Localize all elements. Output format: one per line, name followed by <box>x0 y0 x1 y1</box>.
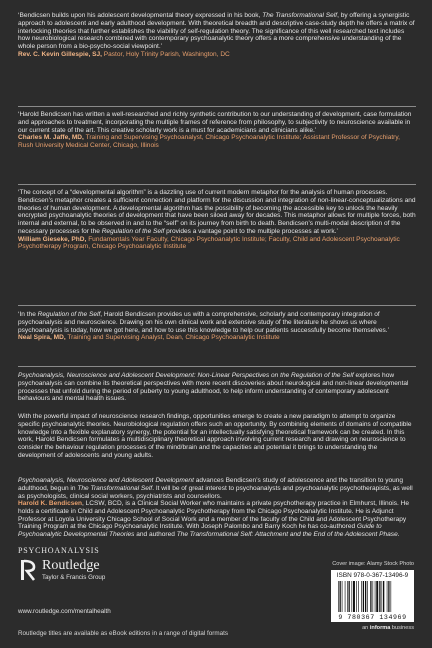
barcode-bar <box>367 581 368 612</box>
barcode-bar <box>379 581 380 612</box>
subject-category: PSYCHOANALYSIS <box>18 546 100 555</box>
barcode-bar <box>375 581 376 612</box>
barcode <box>331 570 414 622</box>
barcode-bar <box>352 581 353 612</box>
description-text: explores how psychoanalysis can combine its theoretical perspectives with more recent discoveries about neurological and non-linear developmental processes that unfold during the period of puberty to young adulthood, to help inform understanding of contemporary adolescent behaviours and mental health issues. <box>18 372 409 403</box>
endorsement-2 <box>18 111 416 150</box>
barcode-bar <box>340 581 341 612</box>
quote-book-title: Regulation of the Self <box>37 311 101 318</box>
description-text: advances Bendicsen’s study of adolescence and the transition to young adulthood, begun in <box>18 477 404 492</box>
description-paragraph-3 <box>18 477 416 500</box>
barcode-bar <box>373 581 374 612</box>
endorser-role: Fundamentals Year Faculty, Chicago Psychoanalytic Institute; Faculty, Child and Adolescent Psychoanalytic Psychotherapy Program, Chicago Psychoanalytic Institute <box>18 235 400 251</box>
book-title: Guide to Psychoanalytic Developmental Theories <box>18 523 382 538</box>
informa-tagline <box>362 625 414 631</box>
barcode-bar <box>345 581 346 612</box>
barcode-bar <box>391 581 392 612</box>
barcode-bar <box>356 581 357 612</box>
description-text: . It will be of great interest to psychoanalysts and psychoanalytic psychotherapists, as well as psychologists, clinical social workers, psychiatrists and counsellors. <box>18 484 413 500</box>
barcode-bar <box>347 581 348 612</box>
publisher-name: Routledge <box>42 558 100 573</box>
book-title: The Transformational Self: Attachment and the End of the Adolescent Phase <box>176 531 398 538</box>
endorsement-attribution <box>18 51 416 59</box>
barcode-bar <box>388 581 389 612</box>
publisher-logo <box>18 559 105 581</box>
book-title: The Transformational Self <box>77 484 153 492</box>
quote-text: , by offering a synergistic approach to adolescent and early adulthood development. With theoretical breadth and descriptive case-study depth he offers a matrix of interlocking theories that further establishes the viability of self-regulation theory. The significance of this well researched text includes how neurobiological research combined with contemporary psychoanalytic theory offers a more comprehensive understanding of the whole person from a bio-psycho-social viewpoint.’ <box>18 12 415 50</box>
barcode-bar <box>382 581 383 612</box>
tagline-text: business <box>390 625 414 631</box>
tagline-text: an <box>362 625 370 631</box>
divider <box>18 184 416 185</box>
quote-text: , Harold Bendicsen provides us with a comprehensive, scholarly and contemporary integration of psychoanalysis and neuroscience. Drawing on his own clinical work and extensive study of the literature he shows us where psychoanalysis is today, how we got here, and how to use this knowledge to help our patients successfully become themselves.’ <box>18 311 390 334</box>
endorser-name: William Gieseke, PhD, <box>18 235 87 243</box>
quote-text: ‘In the <box>18 311 38 318</box>
quote-text: ‘The concept of a “developmental algorithm” is a dazzling use of current modern metaphor for the analysis of human processes. Bendicsen’s metaphor creates a sufficient connection and platform for the discussion and integration of non-linear-conceptualizations and theories of human development. A developmental algorithm has the possibility of becoming the accessible key to unlock the heavily encrypted psychoanalytic theories of development that have been siloed away for decades. This metaphor allows for multiple forces, both internal and external, to be observed in and to the “self” on its journey from birth to death. Bendicsen’s multi-modal description of the necessary processes for the <box>18 189 416 235</box>
endorser-name: Charles M. Jaffe, MD, <box>18 134 84 142</box>
barcode-bar <box>376 581 378 612</box>
divider <box>18 366 416 367</box>
book-title: Psychoanalysis, Neuroscience and Adolescent Development: Non-Linear Perspectives on the Regulation of the Self <box>18 372 354 379</box>
barcode-bar <box>365 581 366 612</box>
endorser-name: Rev. C. Kevin Gillespie, SJ, <box>18 50 102 58</box>
cover-credit: Cover image: Alamy Stock Photo <box>332 561 414 567</box>
barcode-bar <box>363 581 364 612</box>
endorser-role: Training and Supervising Analyst, Dean, Chicago Psychoanalytic Institute <box>67 334 280 342</box>
endorsement-quote <box>18 311 416 334</box>
barcode-number: 9 780367 134969 <box>338 614 407 621</box>
endorsement-3 <box>18 189 416 251</box>
author-bio <box>18 500 416 539</box>
endorsement-4 <box>18 311 416 342</box>
endorsement-attribution <box>18 134 416 150</box>
divider <box>18 305 416 306</box>
author-bio-text: , LCSW, BCD, is a Clinical Social Worker who maintains a private psychotherapy practice in Elmhurst, Illinois. He holds a certificate in Child and Adolescent Psychoanalytic Psychotherapy from the Chicago Psychoanalytic Institute. He is Adjunct Professor at Loyola University Chicago School of Social Work and a member of the faculty of the Child and Adolescent Psychotherapy Training Program at the Chicago Psychoanalytic Institute. With Joseph Palombo and Barry Koch he has co-authored <box>18 500 410 531</box>
author-bio-text: and authored <box>134 531 177 538</box>
endorsement-attribution <box>18 236 416 252</box>
endorser-name: Neal Spira, MD, <box>18 334 66 342</box>
barcode-bar <box>342 581 343 612</box>
barcode-bar <box>358 581 359 612</box>
barcode-bar <box>353 581 355 612</box>
endorser-role: Pastor, Holy Trinity Parish, Washington, DC <box>103 50 230 58</box>
barcode-bar <box>338 581 339 612</box>
quote-book-title: The Transformational Self <box>262 12 338 19</box>
barcode-bar <box>361 581 362 612</box>
description-paragraph-2 <box>18 413 416 460</box>
endorser-role: Training and Supervising Psychoanalyst, Chicago Psychoanalytic Institute; Assistant Professor of Psychiatry, Rush University Medical Center, Chicago, Illinois <box>18 134 400 149</box>
barcode-bar <box>383 581 384 612</box>
quote-text: provides a vantage point to the multiple processes at work.’ <box>164 227 338 235</box>
book-title: Psychoanalysis, Neuroscience and Adolescent Development <box>18 477 194 484</box>
routledge-logo-icon <box>18 559 38 581</box>
publisher-url[interactable]: www.routledge.com/mentalhealth <box>18 608 111 615</box>
publisher-group: Taylor & Francis Group <box>42 574 106 581</box>
endorsement-quote <box>18 189 416 236</box>
description-text: With the powerful impact of neuroscience research findings, opportunities emerge to create a new paradigm to attempt to organize specific psychoanalytic theories. Neurobiological regulation offers such an opportunity. By combining elements of domains of compatible knowledge into a flexible explanatory synergy, the potential for an intellectually satisfying theoretical framework can be created. In this work, Harold Bendicsen formulates a multidisciplinary theoretical approach involving current research and drawing on neuroscience to consider the behaviour regulation processes of the mind/brain and the capacities and potential it brings to understanding the development of adolescents and young adults. <box>18 413 412 459</box>
endorsement-quote <box>18 12 416 51</box>
barcode-bar <box>349 581 350 612</box>
isbn: ISBN 978-0-367-13496-9 <box>336 572 409 579</box>
divider <box>18 106 416 107</box>
barcode-bars-icon <box>337 581 408 612</box>
quote-text: ‘Bendicsen builds upon his adolescent developmental theory expressed in his book, <box>18 12 263 19</box>
author-bio-text: . <box>397 531 400 538</box>
barcode-bar <box>387 581 388 612</box>
ebook-note: Routledge titles are available as eBook editions in a range of digital formats <box>18 630 229 637</box>
endorsement-quote <box>18 111 416 134</box>
informa-brand: informa <box>369 625 391 631</box>
barcode-bar <box>370 581 371 612</box>
quote-text: ‘Harold Bendicsen has written a well-researched and richly synthetic contribution to our understanding of development, case formulation and approaches to treatment, incorporating the multiple frames of reference from philosophy, to subjectivity to neuroscience available in our current state of the art. This creative scholarly work is a must for academicians and clinicians alike.’ <box>18 111 412 134</box>
author-name: Harold K. Bendicsen <box>18 500 83 507</box>
endorsement-1 <box>18 12 416 59</box>
quote-book-title: Regulation of the Self <box>101 227 165 235</box>
description-paragraph-1 <box>18 372 416 403</box>
endorsement-attribution <box>18 334 416 342</box>
